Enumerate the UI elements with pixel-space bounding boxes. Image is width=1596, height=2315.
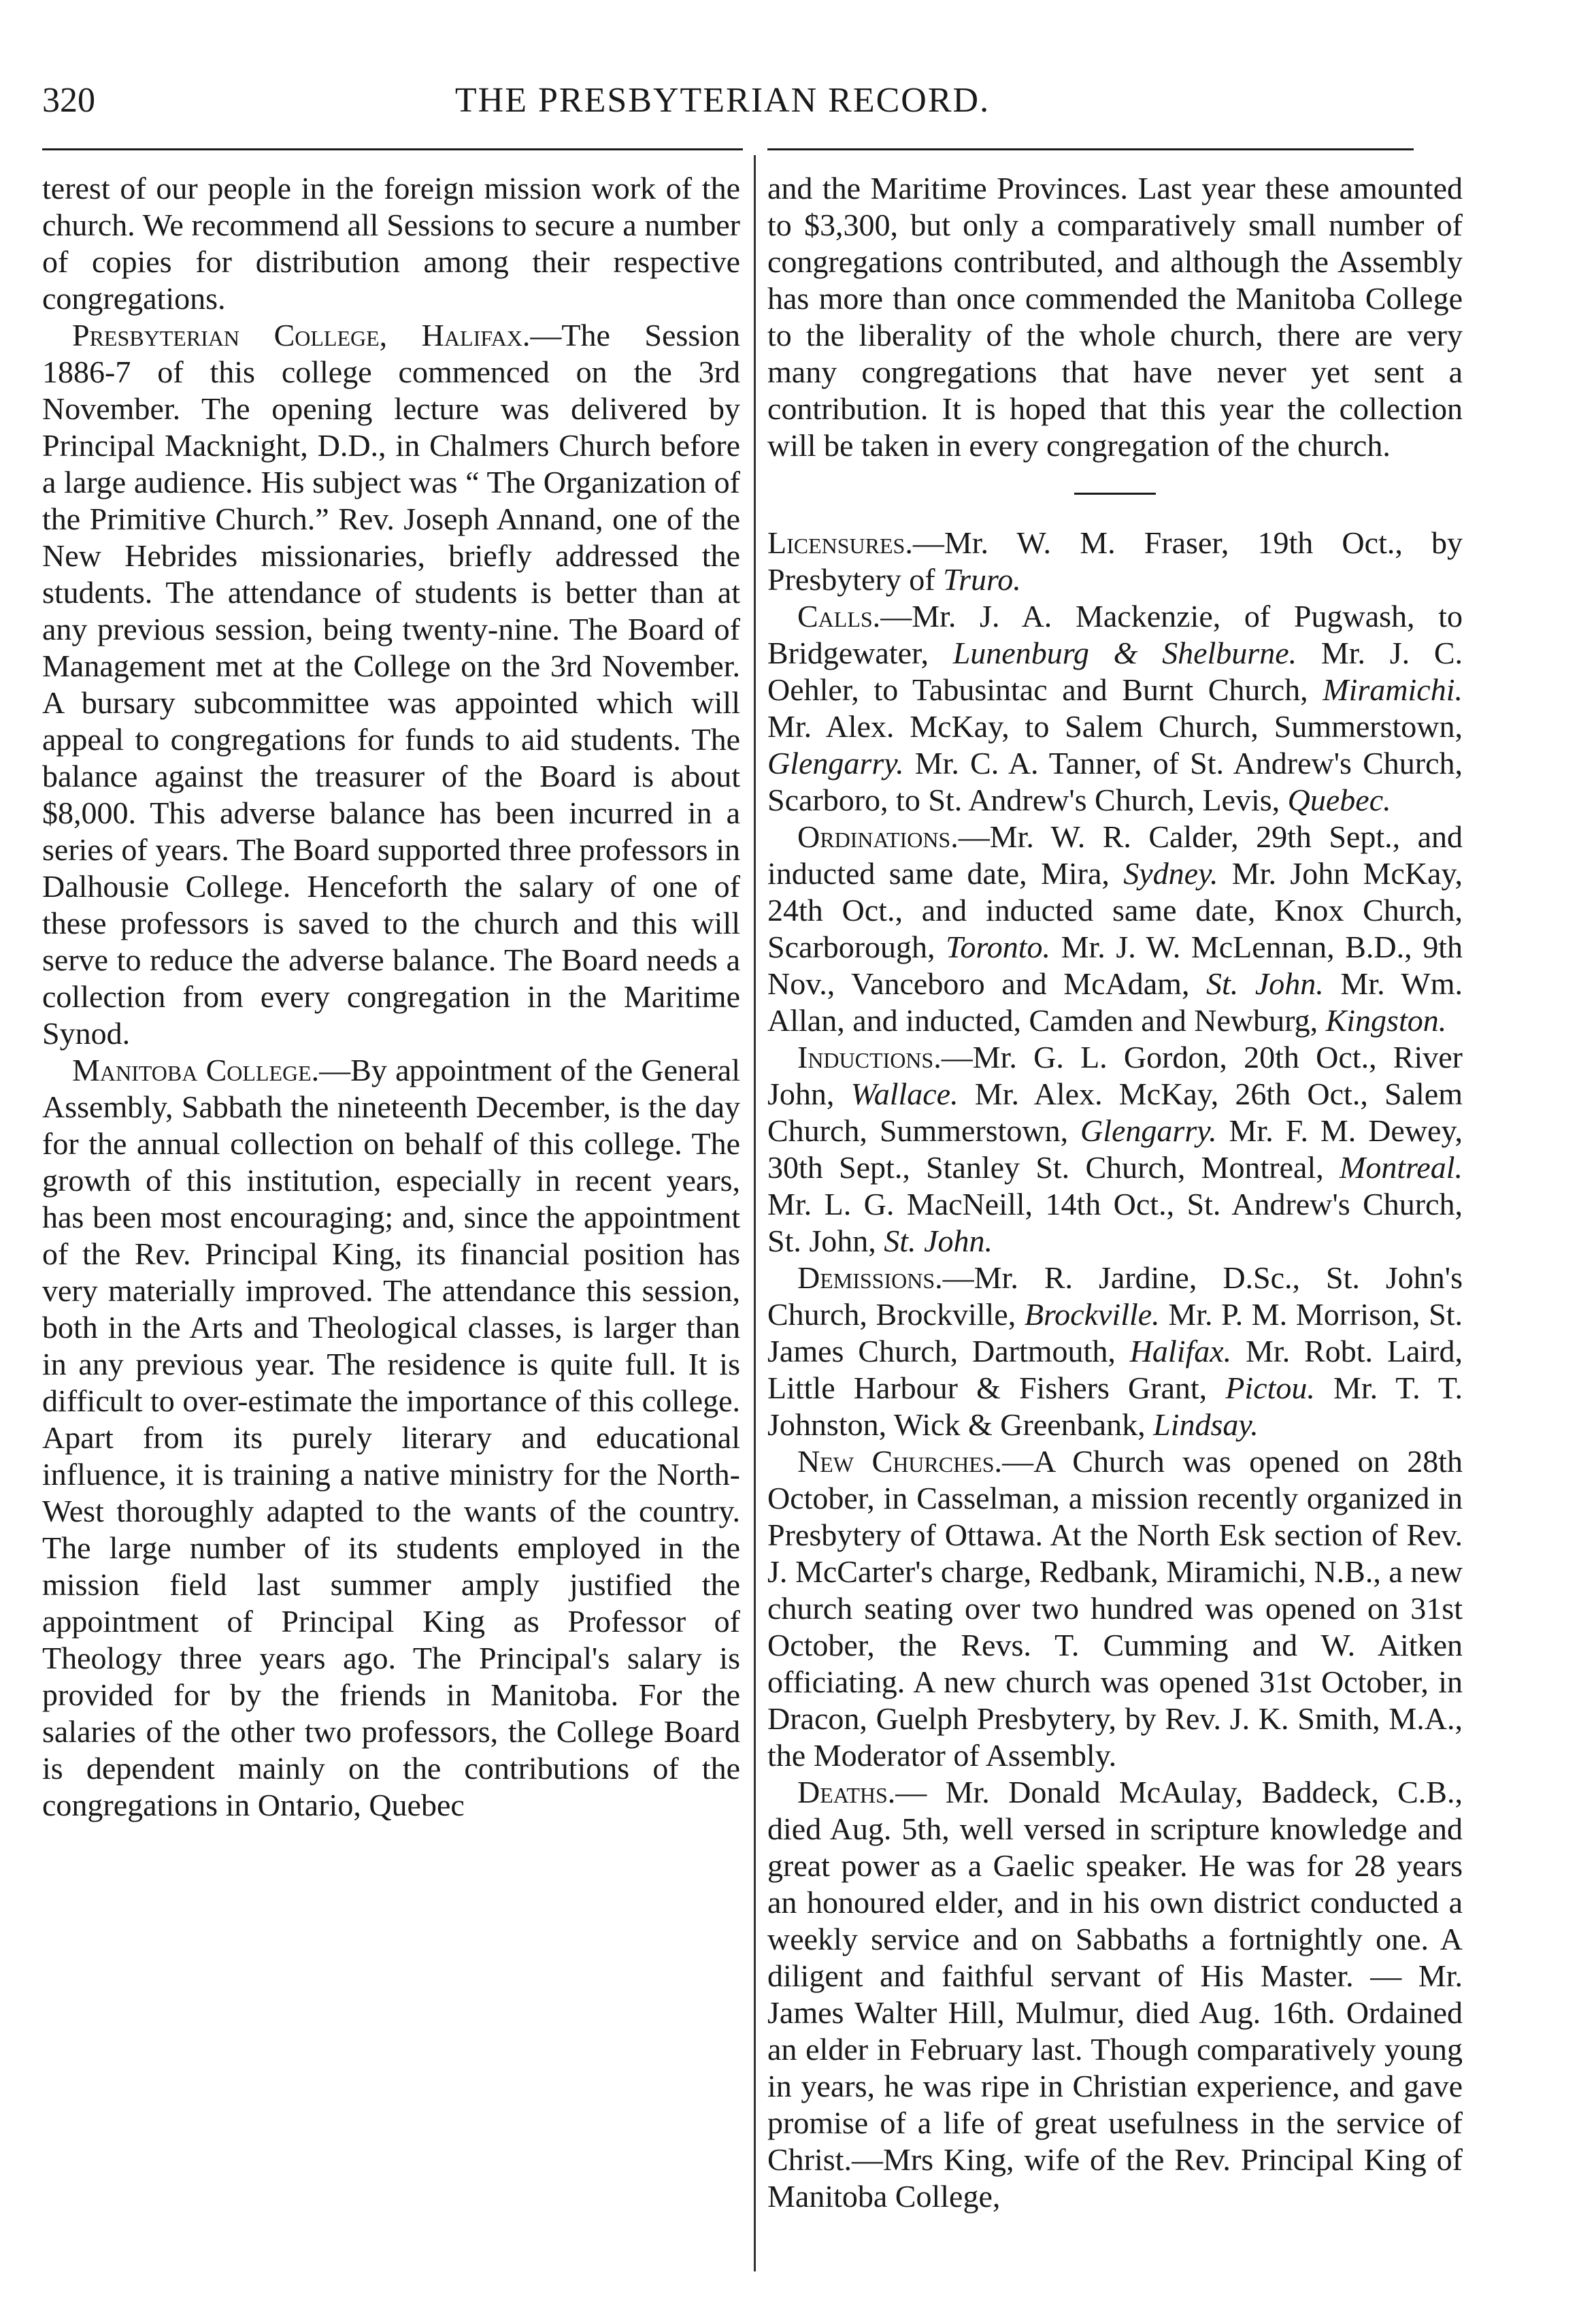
inductions-paragraph — [767, 1039, 1463, 1260]
licensures-text: —Mr. W. M. Fraser, 19th Oct., by Presbytery of — [767, 525, 1463, 597]
new-churches-paragraph — [767, 1443, 1463, 1774]
inductions-place: Wallace. — [850, 1077, 959, 1111]
new-churches-text: —A Church was opened on 28th October, in Casselman, a mission recently organized in Presbytery of Ottawa. At the North Esk section of Rev. J. McCarter's charge, Redbank, Miramichi, N.B., a new church seating over two hundred was opened on 31st October, the Revs. T. Cumming and W. Aitken officiating. A new church was opened 31st October, in Dracon, Guelph Presbytery, by Rev. J. K. Smith, M.A., the Moderator of Assembly. — [767, 1444, 1463, 1773]
calls-place: Miramichi. — [1323, 672, 1463, 707]
demissions-paragraph — [767, 1260, 1463, 1443]
demissions-place: Pictou. — [1225, 1370, 1315, 1405]
calls-text: Mr. Alex. McKay, to Salem Church, Summerstown, — [767, 709, 1463, 744]
running-title: THE PRESBYTERIAN RECORD. — [454, 81, 991, 120]
new-churches-heading: New Churches. — [797, 1444, 1003, 1479]
deaths-text: — Mr. Donald McAulay, Baddeck, C.B., died Aug. 5th, well versed in scripture knowledge and great power as a Gaelic speaker. He was for 28 years an honoured elder, and in his own district conducted a weekly service and on Sabbaths a fortnightly one. A diligent and faithful servant of His Master. — Mr. James Walter Hill, Mulmur, died Aug. 16th. Ordained an elder in February last. Though comparatively young in years, he was ripe in Christian experience, and gave promise of a life of great usefulness in the service of Christ.—Mrs King, wife of the Rev. Principal King of Manitoba College, — [767, 1775, 1463, 2214]
column-divider — [754, 155, 756, 2271]
demissions-text: Mr. Robt. Laird, Little Harbour & Fishers Grant, — [767, 1334, 1463, 1405]
licensures-paragraph — [767, 525, 1463, 598]
manitoba-college-heading: Manitoba College. — [72, 1053, 320, 1087]
halifax-college-heading: Presbyterian College, Halifax. — [72, 318, 531, 352]
ordinations-text: Mr. J. W. McLennan, B.D., 9th Nov., Vanceboro and McAdam, — [767, 930, 1463, 1001]
ordinations-heading: Ordinations. — [797, 819, 959, 854]
calls-text: Mr. J. C. Oehler, to Tabusintac and Burnt Church, — [767, 636, 1463, 707]
ordinations-place: Toronto. — [946, 930, 1050, 964]
ordinations-text: —Mr. W. R. Calder, 29th Sept., and inducted same date, Mira, — [767, 819, 1463, 891]
ordinations-place: St. John. — [1206, 966, 1324, 1001]
inductions-text: Mr. F. M. Dewey, 30th Sept., Stanley St. Church, Montreal, — [767, 1113, 1463, 1185]
deaths-heading: Deaths. — [797, 1775, 896, 1809]
inductions-text: Mr. Alex. McKay, 26th Oct., Salem Church, Summerstown, — [767, 1077, 1463, 1148]
inductions-place: Glengarry. — [1080, 1113, 1217, 1148]
inductions-text: —Mr. G. L. Gordon, 20th Oct., River John, — [767, 1040, 1463, 1111]
left-column — [42, 170, 740, 1824]
page-number: 320 — [42, 81, 95, 120]
licensures-heading: Licensures. — [767, 525, 913, 560]
manitoba-college-paragraph — [42, 1052, 740, 1824]
manitoba-college-text: —By appointment of the General Assembly, Sabbath the nineteenth December, is the day for the annual collection on behalf of this college. The growth of this institution, especially in recent years, has been most encouraging; and, since the appointment of the Rev. Principal King, its financial position has very materially improved. The attendance this session, both in the Arts and Theological classes, is larger than in any previous year. The residence is quite full. It is difficult to over-estimate the importance of this college. Apart from its purely literary and educational influence, it is training a native ministry for the North-West thoroughly adapted to the wants of the country. The large number of its students employed in the mission field last summer amply justified the appointment of Principal King as Professor of Theology three years ago. The Principal's salary is provided for by the friends in Manitoba. For the salaries of the other two professors, the College Board is dependent mainly on the contributions of the congregations in Ontario, Quebec — [42, 1053, 740, 1822]
calls-text: Mr. C. A. Tanner, of St. Andrew's Church, Scarboro, to St. Andrew's Church, Levis, — [767, 746, 1463, 817]
demissions-place: Lindsay. — [1153, 1407, 1259, 1442]
inductions-place: St. John. — [884, 1224, 993, 1258]
calls-text: —Mr. J. A. Mackenzie, of Pugwash, to Bridgewater, — [767, 599, 1463, 670]
manitoba-continued-paragraph: and the Maritime Provinces. Last year these amounted to $3,300, but only a comparatively small number of congregations contributed, and although the Assembly has more than once commended the Manitoba College to the liberality of the whole church, there are very many congregations that have never yet sent a contribution. It is hoped that this year the collection will be taken in every congregation of the church. — [767, 171, 1463, 463]
section-separator — [1074, 493, 1156, 495]
calls-place: Quebec. — [1287, 783, 1391, 817]
calls-paragraph — [767, 598, 1463, 819]
header-rule-right — [767, 148, 1414, 150]
inductions-place: Montreal. — [1340, 1150, 1463, 1185]
halifax-college-text: —The Session 1886-7 of this college commenced on the 3rd November. The opening lecture was delivered by Principal Macknight, D.D., in Chalmers Church before a large audience. His subject was “ The Organization of the Primitive Church.” Rev. Joseph Annand, one of the New Hebrides missionaries, briefly addressed the students. The attendance of students is better than at any previous session, being twenty-nine. The Board of Management met at the College on the 3rd November. A bursary subcommittee was appointed which will appeal to congregations for funds to aid students. The balance against the treasurer of the Board is about $8,000. This adverse balance has been incurred in a series of years. The Board supported three professors in Dalhousie College. Henceforth the salary of one of these professors is saved to the church and this will serve to reduce the adverse balance. The Board needs a collection from every congregation in the Maritime Synod. — [42, 318, 740, 1051]
ordinations-paragraph — [767, 819, 1463, 1039]
page-header — [42, 80, 1403, 135]
ordinations-text: Mr. Wm. Allan, and inducted, Camden and Newburg, — [767, 966, 1463, 1038]
calls-heading: Calls. — [797, 599, 881, 634]
ordinations-text: Mr. John McKay, 24th Oct., and inducted same date, Knox Church, Scarborough, — [767, 856, 1463, 964]
halifax-college-paragraph — [42, 317, 740, 1052]
right-column — [767, 170, 1463, 2215]
demissions-text: Mr. P. M. Morrison, St. James Church, Dartmouth, — [767, 1297, 1463, 1368]
demissions-text: —Mr. R. Jardine, D.Sc., St. John's Church, Brockville, — [767, 1260, 1463, 1332]
demissions-text: Mr. T. T. Johnston, Wick & Greenbank, — [767, 1370, 1463, 1442]
header-rule-left — [42, 148, 743, 150]
calls-place: Glengarry. — [767, 746, 904, 781]
ordinations-place: Sydney. — [1123, 856, 1218, 891]
deaths-paragraph — [767, 1774, 1463, 2215]
church-news — [767, 525, 1463, 2215]
ordinations-place: Kingston. — [1325, 1003, 1447, 1038]
continued-paragraph: terest of our people in the foreign mission work of the church. We recommend all Sessions to secure a number of copies for distribution among their respective congregations. — [42, 171, 740, 316]
inductions-heading: Inductions. — [797, 1040, 942, 1074]
demissions-heading: Demissions. — [797, 1260, 943, 1295]
demissions-place: Halifax. — [1129, 1334, 1232, 1368]
licensures-place: Truro. — [943, 562, 1021, 597]
calls-place: Lunenburg & Shelburne. — [952, 636, 1297, 670]
inductions-text: Mr. L. G. MacNeill, 14th Oct., St. Andrew's Church, St. John, — [767, 1187, 1463, 1258]
demissions-place: Brockville. — [1024, 1297, 1160, 1332]
